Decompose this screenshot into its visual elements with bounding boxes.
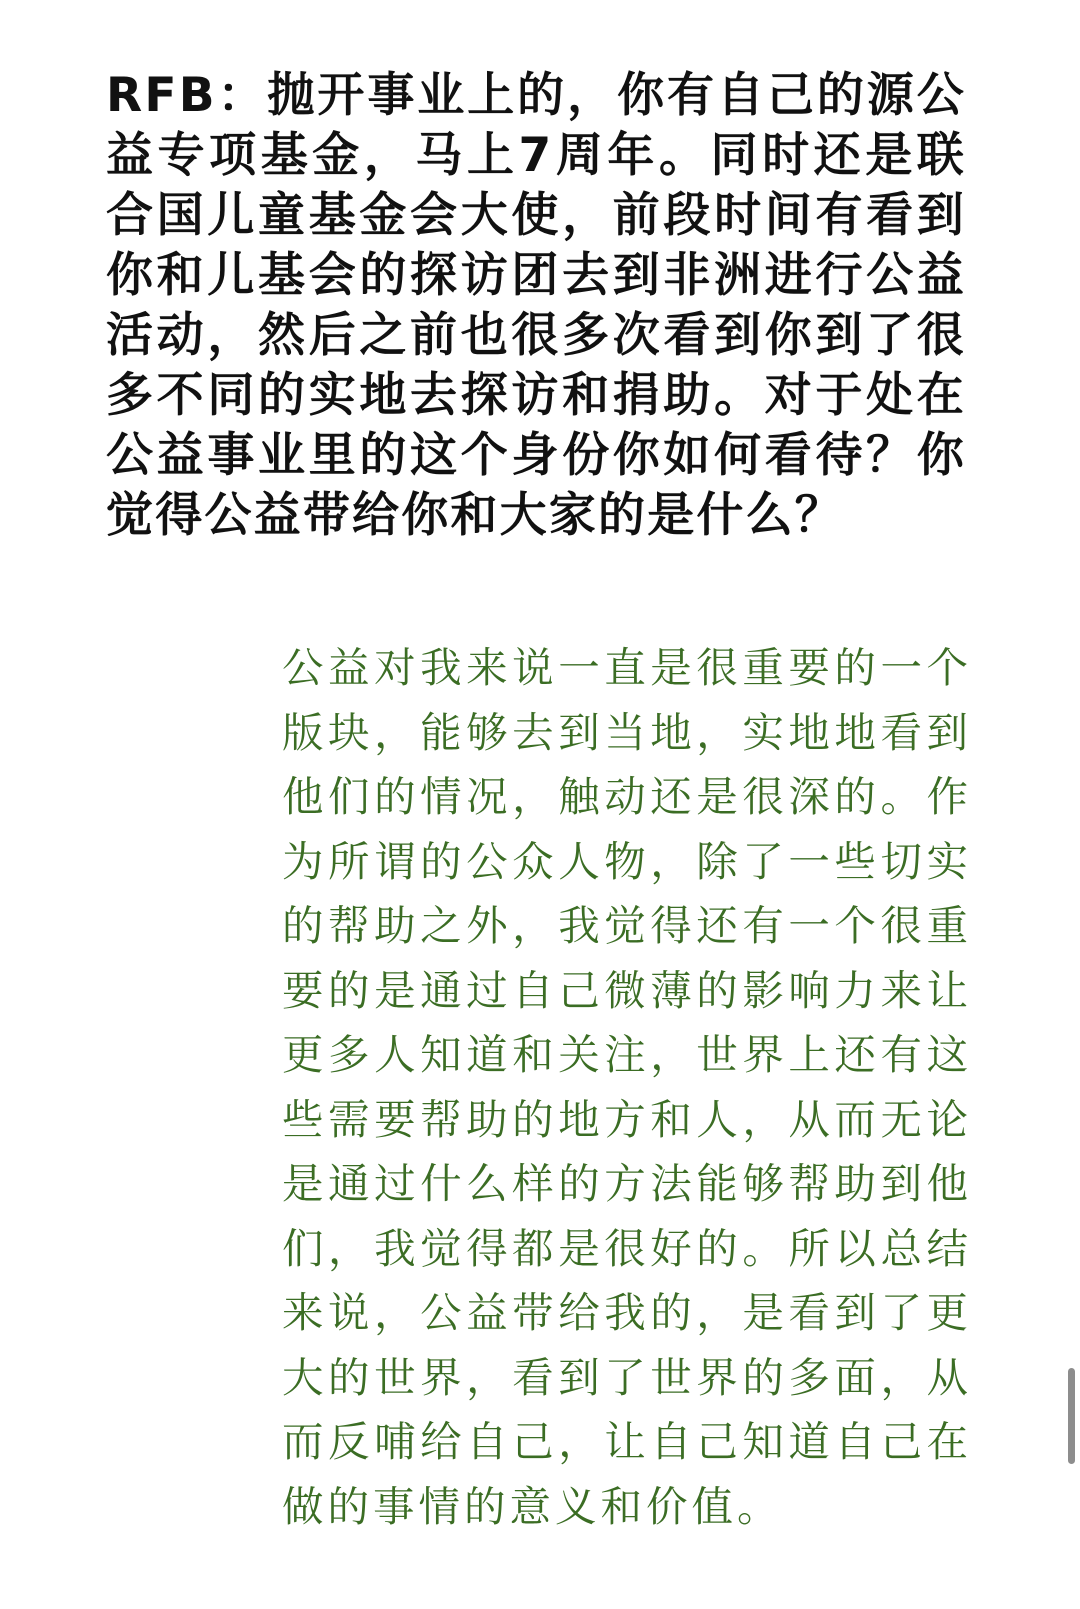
scrollbar-thumb[interactable] xyxy=(1068,1368,1075,1464)
interview-answer: 公益对我来说一直是很重要的一个版块，能够去到当地，实地地看到他们的情况，触动还是很深的。作为所谓的公众人物，除了一些切实的帮助之外，我觉得还有一个很重要的是通过自己微薄的影响力来让更多人知道和关注，世界上还有这些需要帮助的地方和人，从而无论是通过什么样的方法能够帮助到他们，我觉得都是很好的。所以总结来说，公益带给我的，是看到了更大的世界，看到了世界的多面，从而反哺给自己，让自己知道自己在做的事情的意义和价值。 xyxy=(282,643,972,1531)
interview-question: RFB：抛开事业上的，你有自己的源公益专项基金，马上7周年。同时还是联合国儿童基金会大使，前段时间有看到你和儿基会的探访团去到非洲进行公益活动，然后之前也很多次看到你到了很多不同的实地去探访和捐助。对于处在公益事业里的这个身份你如何看待？你觉得公益带给你和大家的是什么？ xyxy=(106,68,966,543)
